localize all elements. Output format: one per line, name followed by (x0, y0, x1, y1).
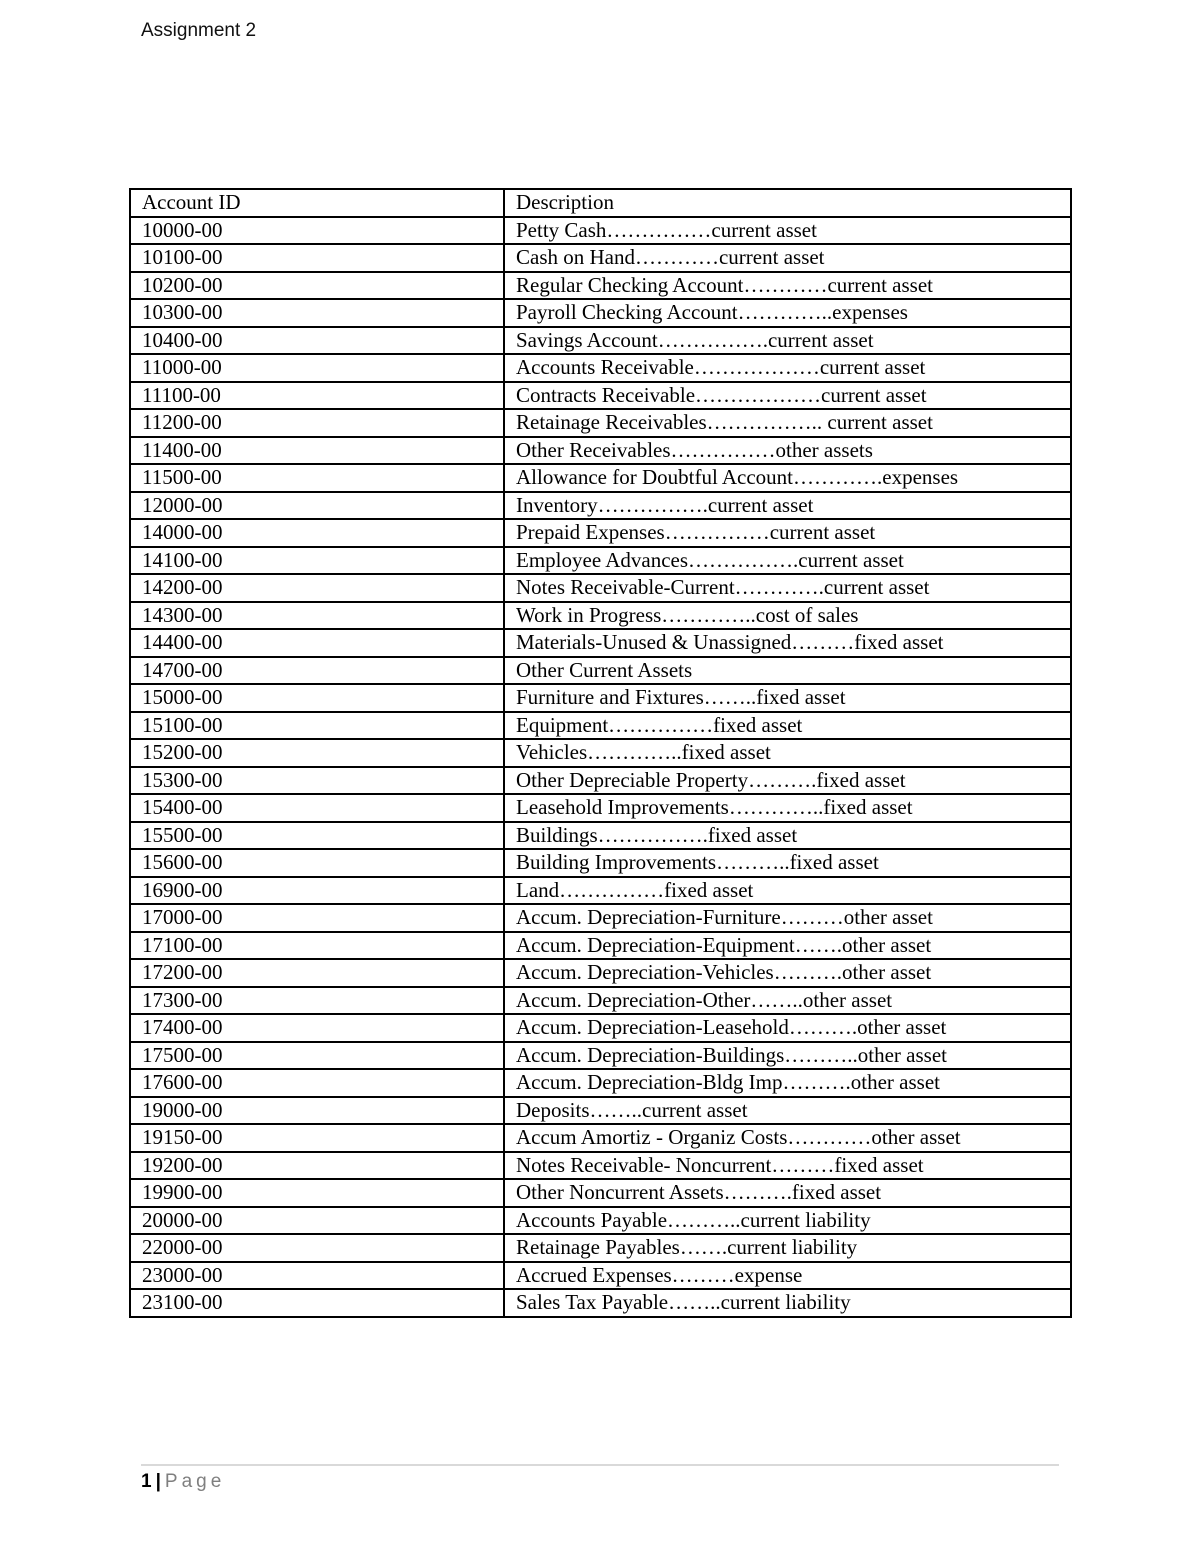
account-id-cell: 14000-00 (130, 519, 504, 547)
table-row (130, 684, 1071, 712)
table-row (130, 217, 1071, 245)
description-cell: Regular Checking Account…………current asset (504, 272, 1071, 300)
description-cell: Buildings…………….fixed asset (504, 822, 1071, 850)
footer-divider (141, 1464, 1059, 1466)
account-id-cell: 22000-00 (130, 1234, 504, 1262)
description-cell: Other Depreciable Property……….fixed asset (504, 767, 1071, 795)
table-row (130, 767, 1071, 795)
page-number: 1 (141, 1471, 152, 1492)
account-id-cell: 15300-00 (130, 767, 504, 795)
table-row (130, 382, 1071, 410)
account-id-cell: 14100-00 (130, 547, 504, 575)
page-separator: | (155, 1471, 161, 1492)
page-footer (141, 1471, 225, 1493)
table-row (130, 1124, 1071, 1152)
description-cell: Accrued Expenses………expense (504, 1262, 1071, 1290)
table-row (130, 849, 1071, 877)
description-cell: Accum. Depreciation-Vehicles……….other asset (504, 959, 1071, 987)
table-row (130, 547, 1071, 575)
table-row (130, 1042, 1071, 1070)
description-cell: Payroll Checking Account…………..expenses (504, 299, 1071, 327)
table-row (130, 1179, 1071, 1207)
table-row (130, 657, 1071, 685)
description-cell: Notes Receivable- Noncurrent………fixed asset (504, 1152, 1071, 1180)
account-id-cell: 17600-00 (130, 1069, 504, 1097)
table-row (130, 904, 1071, 932)
table-row (130, 629, 1071, 657)
account-id-cell: 11200-00 (130, 409, 504, 437)
table-row (130, 464, 1071, 492)
description-cell: Materials-Unused & Unassigned………fixed asset (504, 629, 1071, 657)
account-id-cell: 15200-00 (130, 739, 504, 767)
table-row (130, 1289, 1071, 1317)
account-id-cell: 15600-00 (130, 849, 504, 877)
description-cell: Work in Progress…………..cost of sales (504, 602, 1071, 630)
description-cell: Inventory…………….current asset (504, 492, 1071, 520)
description-cell: Accum. Depreciation-Leasehold……….other asset (504, 1014, 1071, 1042)
account-id-cell: 15500-00 (130, 822, 504, 850)
account-id-cell: 23100-00 (130, 1289, 504, 1317)
account-id-cell: 17400-00 (130, 1014, 504, 1042)
document-header-title: Assignment 2 (141, 20, 257, 41)
account-id-cell: 19150-00 (130, 1124, 504, 1152)
table-row (130, 822, 1071, 850)
account-id-cell: 14700-00 (130, 657, 504, 685)
table-header-row (130, 189, 1071, 217)
account-id-cell: 23000-00 (130, 1262, 504, 1290)
table-row (130, 1234, 1071, 1262)
account-id-cell: 17100-00 (130, 932, 504, 960)
description-cell: Accum. Depreciation-Buildings………..other asset (504, 1042, 1071, 1070)
table-row (130, 354, 1071, 382)
table-row (130, 519, 1071, 547)
table-row (130, 1262, 1071, 1290)
description-cell: Leasehold Improvements…………..fixed asset (504, 794, 1071, 822)
table-row (130, 299, 1071, 327)
description-cell: Accounts Receivable………………current asset (504, 354, 1071, 382)
table-row (130, 437, 1071, 465)
table-row (130, 574, 1071, 602)
account-id-cell: 11500-00 (130, 464, 504, 492)
account-id-cell: 19900-00 (130, 1179, 504, 1207)
account-id-cell: 15100-00 (130, 712, 504, 740)
table-row (130, 877, 1071, 905)
description-cell: Land……………fixed asset (504, 877, 1071, 905)
table-row (130, 409, 1071, 437)
table-row (130, 987, 1071, 1015)
description-cell: Accum. Depreciation-Furniture………other asset (504, 904, 1071, 932)
description-cell: Other Current Assets (504, 657, 1071, 685)
account-id-cell: 11000-00 (130, 354, 504, 382)
account-id-cell: 19200-00 (130, 1152, 504, 1180)
table-row (130, 1152, 1071, 1180)
table-row (130, 1207, 1071, 1235)
description-cell: Other Receivables……………other assets (504, 437, 1071, 465)
account-id-cell: 15400-00 (130, 794, 504, 822)
account-id-cell: 10300-00 (130, 299, 504, 327)
account-id-cell: 11100-00 (130, 382, 504, 410)
description-cell: Prepaid Expenses……………current asset (504, 519, 1071, 547)
account-id-cell: 17500-00 (130, 1042, 504, 1070)
account-id-cell: 17300-00 (130, 987, 504, 1015)
table-row (130, 492, 1071, 520)
account-id-cell: 14400-00 (130, 629, 504, 657)
description-cell: Equipment……………fixed asset (504, 712, 1071, 740)
description-cell: Retainage Payables…….current liability (504, 1234, 1071, 1262)
description-cell: Allowance for Doubtful Account………….expenses (504, 464, 1071, 492)
description-cell: Furniture and Fixtures……..fixed asset (504, 684, 1071, 712)
description-cell: Building Improvements………..fixed asset (504, 849, 1071, 877)
account-id-cell: 10000-00 (130, 217, 504, 245)
description-cell: Petty Cash……………current asset (504, 217, 1071, 245)
description-cell: Accounts Payable………..current liability (504, 1207, 1071, 1235)
table-row (130, 1097, 1071, 1125)
description-cell: Sales Tax Payable……..current liability (504, 1289, 1071, 1317)
account-id-cell: 17200-00 (130, 959, 504, 987)
table-row (130, 739, 1071, 767)
table-row (130, 327, 1071, 355)
account-id-cell: 10100-00 (130, 244, 504, 272)
table-row (130, 794, 1071, 822)
account-id-cell: 17000-00 (130, 904, 504, 932)
description-cell: Notes Receivable-Current………….current asset (504, 574, 1071, 602)
table-row (130, 1069, 1071, 1097)
account-id-cell: 15000-00 (130, 684, 504, 712)
table-row (130, 602, 1071, 630)
description-cell: Deposits……..current asset (504, 1097, 1071, 1125)
description-cell: Accum. Depreciation-Other……..other asset (504, 987, 1071, 1015)
table-row (130, 244, 1071, 272)
table-row (130, 932, 1071, 960)
description-cell: Other Noncurrent Assets……….fixed asset (504, 1179, 1071, 1207)
account-id-cell: 12000-00 (130, 492, 504, 520)
account-id-cell: 20000-00 (130, 1207, 504, 1235)
description-cell: Employee Advances…………….current asset (504, 547, 1071, 575)
description-cell: Accum Amortiz - Organiz Costs…………other asset (504, 1124, 1071, 1152)
account-id-cell: 16900-00 (130, 877, 504, 905)
account-id-cell: 19000-00 (130, 1097, 504, 1125)
description-cell: Accum. Depreciation-Bldg Imp……….other asset (504, 1069, 1071, 1097)
description-cell: Vehicles…………..fixed asset (504, 739, 1071, 767)
description-cell: Savings Account…………….current asset (504, 327, 1071, 355)
account-id-cell: 10400-00 (130, 327, 504, 355)
account-id-cell: 11400-00 (130, 437, 504, 465)
accounts-table (129, 188, 1072, 1318)
table-row (130, 1014, 1071, 1042)
description-cell: Accum. Depreciation-Equipment…….other asset (504, 932, 1071, 960)
table-row (130, 272, 1071, 300)
description-cell: Cash on Hand…………current asset (504, 244, 1071, 272)
account-id-cell: 14200-00 (130, 574, 504, 602)
accounts-table-body (130, 189, 1071, 1317)
account-id-cell: 10200-00 (130, 272, 504, 300)
column-header-description: Description (504, 189, 1071, 217)
description-cell: Retainage Receivables…………….. current asset (504, 409, 1071, 437)
description-cell: Contracts Receivable………………current asset (504, 382, 1071, 410)
page-label: Page (164, 1471, 226, 1492)
account-id-cell: 14300-00 (130, 602, 504, 630)
table-row (130, 959, 1071, 987)
table-row (130, 712, 1071, 740)
column-header-account-id: Account ID (130, 189, 504, 217)
